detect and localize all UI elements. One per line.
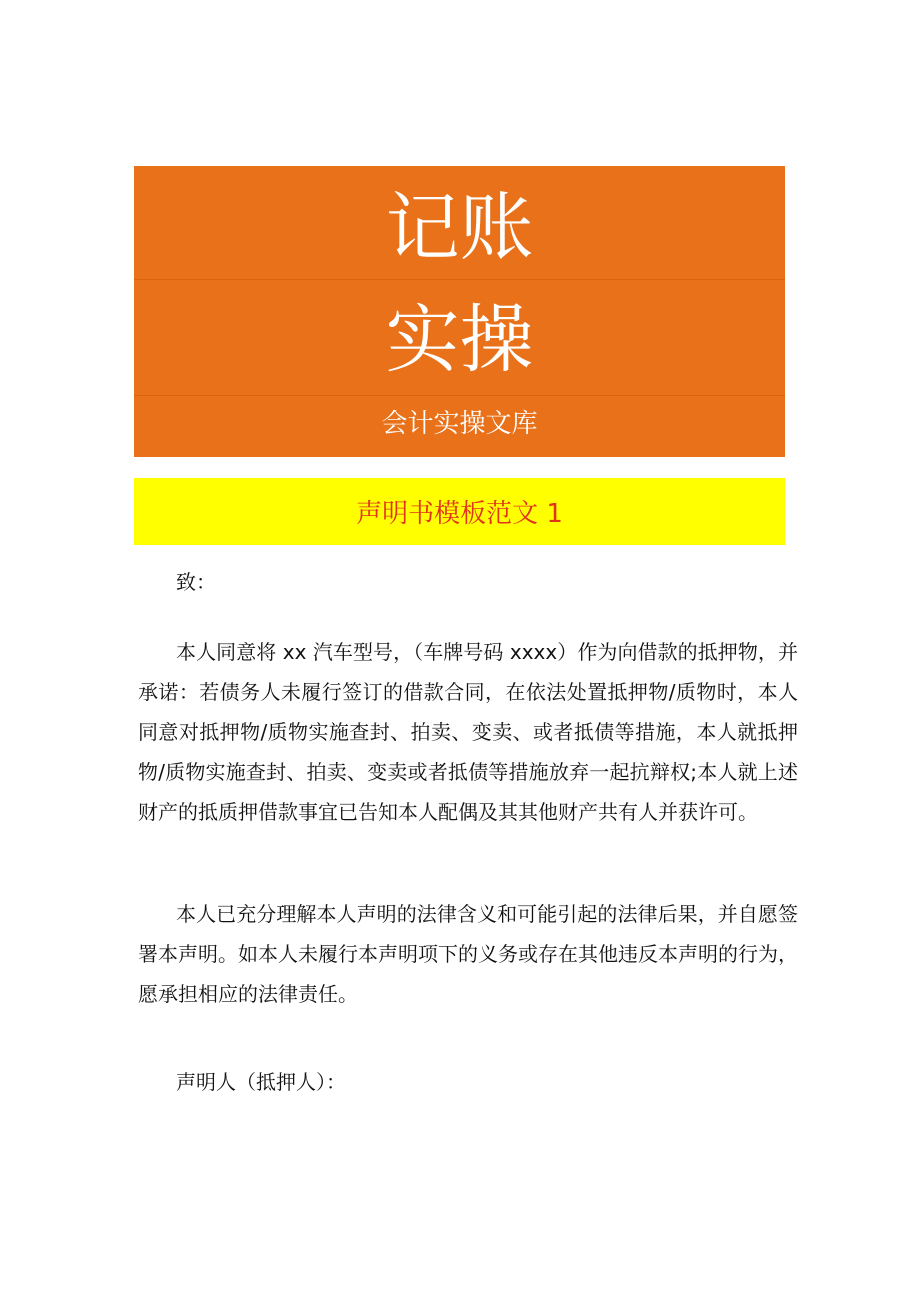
document-signature [138, 1062, 798, 1102]
paragraph-1-text: 本人同意将 xx 汽车型号，（车牌号码 xxxx）作为向借款的抵押物，并承诺：若债务人未履行签订的借款合同，在依法处置抵押物/质物时，本人同意对抵押物/质物实施查封、拍卖、变卖、或者抵债等措施，本人就抵押物/质物实施查封、拍卖、变卖或者抵债等措施放弃一起抗辩权;本人就上述财产的抵质押借款事宜已告知本人配偶及其其他财产共有人并获许可。 [138, 640, 798, 824]
document-paragraph-2 [138, 894, 798, 1014]
banner-title-line-1: 记账 [134, 166, 785, 280]
signature-label: 声明人（抵押人）： [176, 1070, 346, 1094]
document-paragraph-1 [138, 632, 798, 832]
title-banner [134, 166, 785, 457]
document-subtitle: 声明书模板范文 1 [134, 478, 785, 545]
salutation-text: 致： [176, 570, 216, 594]
document-salutation [138, 562, 798, 602]
banner-title-line-2: 实操 [134, 280, 785, 396]
paragraph-2-text: 本人已充分理解本人声明的法律含义和可能引起的法律后果，并自愿签署本声明。如本人未履行本声明项下的义务或存在其他违反本声明的行为，愿承担相应的法律责任。 [138, 902, 798, 1006]
banner-caption: 会计实操文库 [381, 409, 538, 439]
